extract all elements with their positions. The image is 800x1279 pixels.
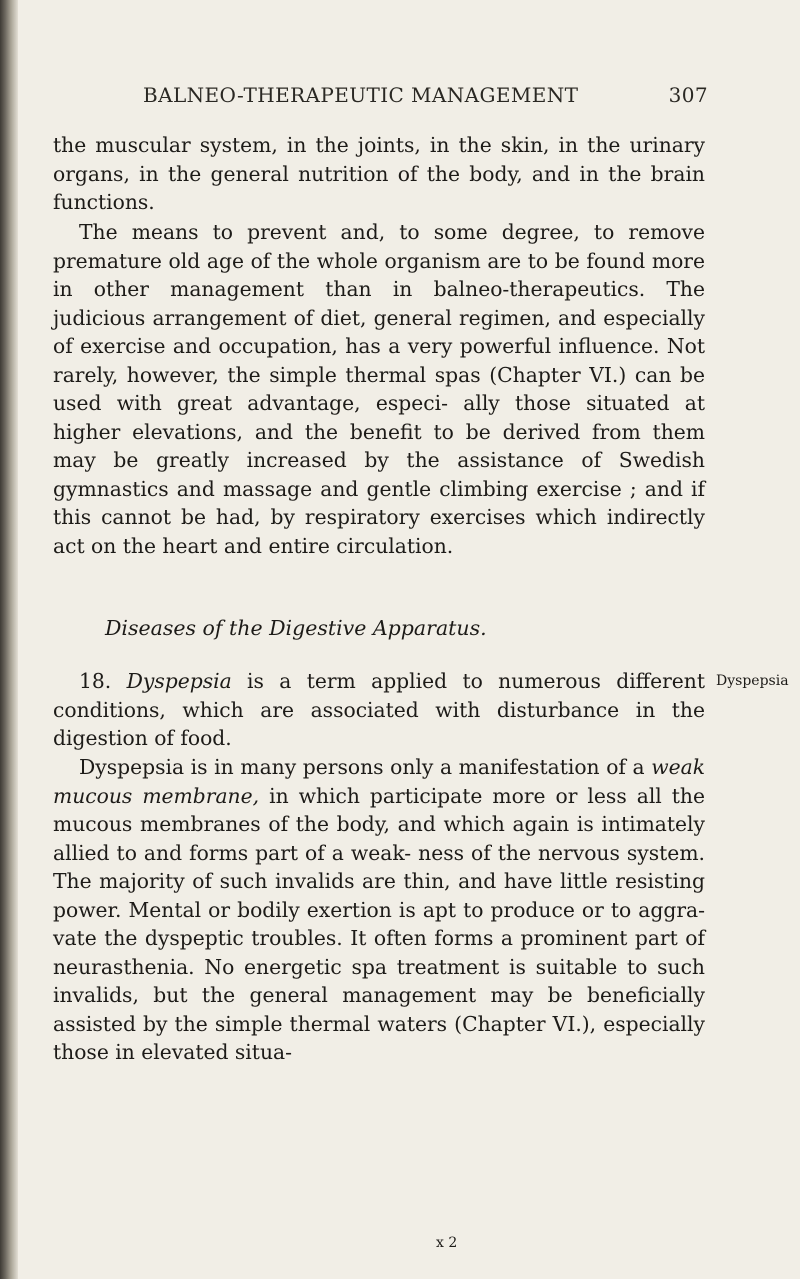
signature-mark: x 2 bbox=[436, 1235, 458, 1251]
emphasis-weak-mucous-membrane: weak mucous membrane, bbox=[53, 755, 705, 808]
running-title: BALNEO-THERAPEUTIC MANAGEMENT bbox=[143, 83, 579, 107]
section-number: 18. bbox=[79, 669, 112, 693]
paragraph-continuation: the muscular system, in the joints, in the skin, in the urinary organs, in the general nutrition of the body, and in the brain functions. bbox=[53, 133, 705, 214]
page-number: 307 bbox=[668, 83, 708, 107]
margin-note: Dyspepsia bbox=[716, 673, 789, 689]
paragraph-dyspepsia-definition bbox=[53, 667, 705, 753]
paragraph-dyspepsia-description bbox=[53, 753, 705, 1067]
binding-gutter-shadow bbox=[0, 0, 18, 1279]
definition-text: is a term applied to numerous different conditions, which are associated with disturbance in the digestion of food. bbox=[53, 669, 706, 750]
paragraph-text-start: Dyspepsia is in many persons only a manifestation of a bbox=[79, 755, 645, 779]
paragraph-text-rest: in which participate more or less all the mucous membranes of the body, and which again is intimately allied to and forms part of a weak- ness of the nervous system. The majority of such invalids are thin, and have little resisting power. Mental or bodily exertion is apt to produce or to aggra- vate the dyspeptic troubles. It often forms a prominent part of neurasthenia. No energetic spa treatment is suitable to such invalids, but the general management may be beneficially assisted by the simple thermal waters (Chapter VI.), especially those in elevated situa- bbox=[53, 783, 705, 1064]
paragraph-premature-old-age: The means to prevent and, to some degree, to remove premature old age of the whole organism are to be found more in other management than in balneo-therapeutics. The judicious arrangement of diet, general regimen, and especially of exercise and occupation, has a very powerful influence. Not rarely, however, the simple thermal spas (Chapter VI.) can be used with great advantage, especi- ally those situated at higher elevations, and the benefit to be derived from them may be greatly increased by the assistance of Swedish gymnastics and massage and gentle climbing exercise ; and if this cannot be had, by respiratory exercises which indirectly act on the heart and entire circulation. bbox=[53, 220, 705, 558]
term-dyspepsia: Dyspepsia bbox=[126, 669, 232, 693]
section-heading: Diseases of the Digestive Apparatus. bbox=[105, 616, 487, 640]
